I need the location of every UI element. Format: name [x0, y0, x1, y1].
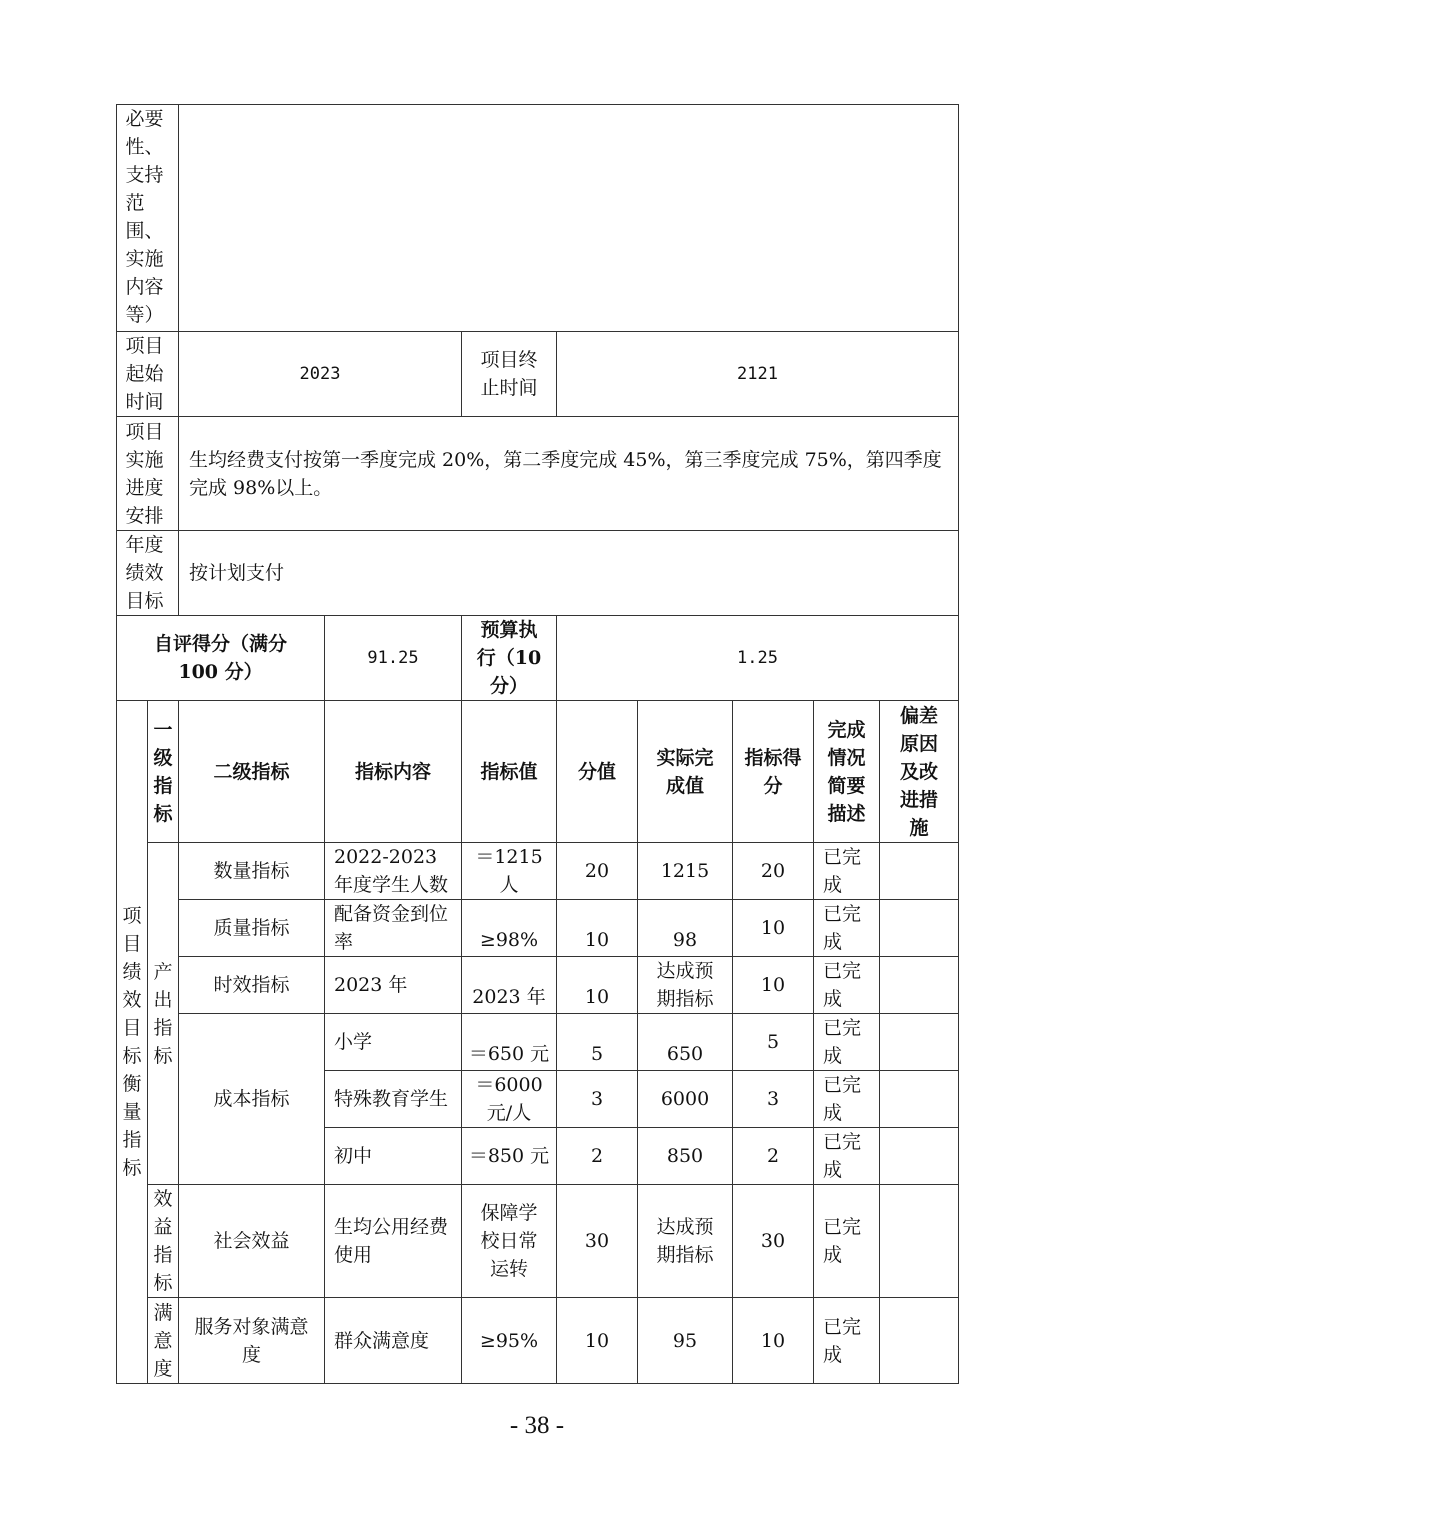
row-actual: 达成预期指标 — [638, 957, 733, 1014]
table-row — [117, 1014, 959, 1071]
table-row — [117, 1185, 959, 1298]
self-score-label: 自评得分（满分 100 分） — [117, 616, 325, 701]
table-row — [117, 957, 959, 1014]
row-points: 3 — [557, 1071, 638, 1128]
row-second: 质量指标 — [179, 900, 325, 957]
row-points: 10 — [557, 957, 638, 1014]
row-content: 2022-2023 年度学生人数 — [325, 843, 462, 900]
row-content: 2023 年 — [325, 957, 462, 1014]
row-desc: 已完成 — [814, 957, 880, 1014]
row-desc: 已完成 — [814, 1128, 880, 1185]
left-label-cell — [117, 701, 148, 1384]
header-target: 指标值 — [462, 701, 557, 843]
row-score: 5 — [733, 1014, 814, 1071]
row-desc: 已完成 — [814, 1071, 880, 1128]
left-vertical-label: 项目绩效目标衡量指标 — [122, 905, 142, 1179]
budget-exec-label-cell — [462, 616, 557, 701]
schedule-label-cell — [117, 417, 179, 531]
section1-label: 必要性、支持范围、实施内容等） — [125, 108, 164, 326]
row-reason — [880, 843, 959, 900]
row-actual: 650 — [638, 1014, 733, 1071]
benefit-group-label: 效益指标 — [153, 1188, 173, 1294]
row-points: 2 — [557, 1128, 638, 1185]
row-reason — [880, 1071, 959, 1128]
row-actual: 95 — [638, 1298, 733, 1384]
row-content: 配备资金到位率 — [325, 900, 462, 957]
row-target: ＝1215人 — [462, 843, 557, 900]
row-actual: 850 — [638, 1128, 733, 1185]
output-group-label: 产出指标 — [153, 960, 173, 1067]
row-desc: 已完成 — [814, 1185, 880, 1298]
start-time-label: 项目起始时间 — [125, 335, 164, 413]
header-desc: 完成情况简要描述 — [827, 718, 866, 825]
row-desc: 已完成 — [814, 900, 880, 957]
row-desc: 已完成 — [814, 1014, 880, 1071]
row-reason — [880, 957, 959, 1014]
header-points: 分值 — [557, 701, 638, 843]
start-time-value: 2023 — [179, 332, 462, 417]
row-target: ＝6000元/人 — [462, 1071, 557, 1128]
row-target: ≥95% — [462, 1298, 557, 1384]
row-second: 成本指标 — [179, 1014, 325, 1185]
row-points: 5 — [557, 1014, 638, 1071]
table-row — [117, 1298, 959, 1384]
header-content: 指标内容 — [325, 701, 462, 843]
row-reason — [880, 1128, 959, 1185]
row-reason — [880, 900, 959, 957]
section1-content — [179, 105, 959, 332]
performance-table — [116, 104, 959, 1384]
annual-goal-label: 年度绩效目标 — [125, 534, 164, 612]
row-target: ＝850 元 — [462, 1128, 557, 1185]
output-group-cell — [148, 843, 179, 1185]
row-reason — [880, 1298, 959, 1384]
table-row — [117, 900, 959, 957]
header-second-level: 二级指标 — [179, 701, 325, 843]
row-reason — [880, 1185, 959, 1298]
header-reason: 偏差原因及改进措施 — [899, 704, 938, 839]
header-score-cell — [733, 701, 814, 843]
row-actual: 98 — [638, 900, 733, 957]
row-points: 20 — [557, 843, 638, 900]
end-time-value: 2121 — [557, 332, 959, 417]
row-reason — [880, 1014, 959, 1071]
row-points: 10 — [557, 1298, 638, 1384]
row-desc: 已完成 — [814, 843, 880, 900]
row-score: 2 — [733, 1128, 814, 1185]
row-second: 数量指标 — [179, 843, 325, 900]
end-time-label-cell — [462, 332, 557, 417]
budget-exec-value: 1.25 — [557, 616, 959, 701]
header-actual: 实际完成值 — [656, 746, 714, 797]
satisfaction-group-cell — [148, 1298, 179, 1384]
row-second: 时效指标 — [179, 957, 325, 1014]
header-actual-cell — [638, 701, 733, 843]
row-score: 3 — [733, 1071, 814, 1128]
row-content: 群众满意度 — [325, 1298, 462, 1384]
budget-exec-label: 预算执行（10分） — [476, 619, 542, 697]
header-first-level-cell — [148, 701, 179, 843]
row-second: 服务对象满意度 — [179, 1298, 325, 1384]
annual-goal-content: 按计划支付 — [179, 531, 959, 616]
schedule-content: 生均经费支付按第一季度完成 20%，第二季度完成 45%，第三季度完成 75%，第四季度完成 98%以上。 — [179, 417, 959, 531]
satisfaction-group-label: 满意度 — [153, 1301, 173, 1380]
start-time-label-cell — [117, 332, 179, 417]
row-score: 10 — [733, 1298, 814, 1384]
row-target: 2023 年 — [462, 957, 557, 1014]
page-number: - 38 - — [509, 1412, 565, 1439]
table-row — [117, 843, 959, 900]
row-content: 生均公用经费使用 — [325, 1185, 462, 1298]
row-score: 30 — [733, 1185, 814, 1298]
row-score: 10 — [733, 900, 814, 957]
row-target: 保障学校日常运转 — [462, 1185, 557, 1298]
row-content: 初中 — [325, 1128, 462, 1185]
self-score-value: 91.25 — [325, 616, 462, 701]
header-reason-cell — [880, 701, 959, 843]
row-actual: 6000 — [638, 1071, 733, 1128]
end-time-label: 项目终止时间 — [480, 349, 538, 399]
annual-goal-label-cell — [117, 531, 179, 616]
row-score: 10 — [733, 957, 814, 1014]
row-actual: 1215 — [638, 843, 733, 900]
row-content: 小学 — [325, 1014, 462, 1071]
row-content: 特殊教育学生 — [325, 1071, 462, 1128]
row-actual: 达成预期指标 — [638, 1185, 733, 1298]
header-score: 指标得分 — [744, 746, 802, 797]
row-target: ＝650 元 — [462, 1014, 557, 1071]
header-first-level: 一级指标 — [153, 718, 173, 825]
row-target: ≥98% — [462, 900, 557, 957]
row-points: 30 — [557, 1185, 638, 1298]
row-score: 20 — [733, 843, 814, 900]
row-points: 10 — [557, 900, 638, 957]
benefit-group-cell — [148, 1185, 179, 1298]
row-desc: 已完成 — [814, 1298, 880, 1384]
section1-label-cell — [117, 105, 179, 332]
row-second: 社会效益 — [179, 1185, 325, 1298]
header-desc-cell — [814, 701, 880, 843]
schedule-label: 项目实施进度安排 — [125, 420, 164, 527]
